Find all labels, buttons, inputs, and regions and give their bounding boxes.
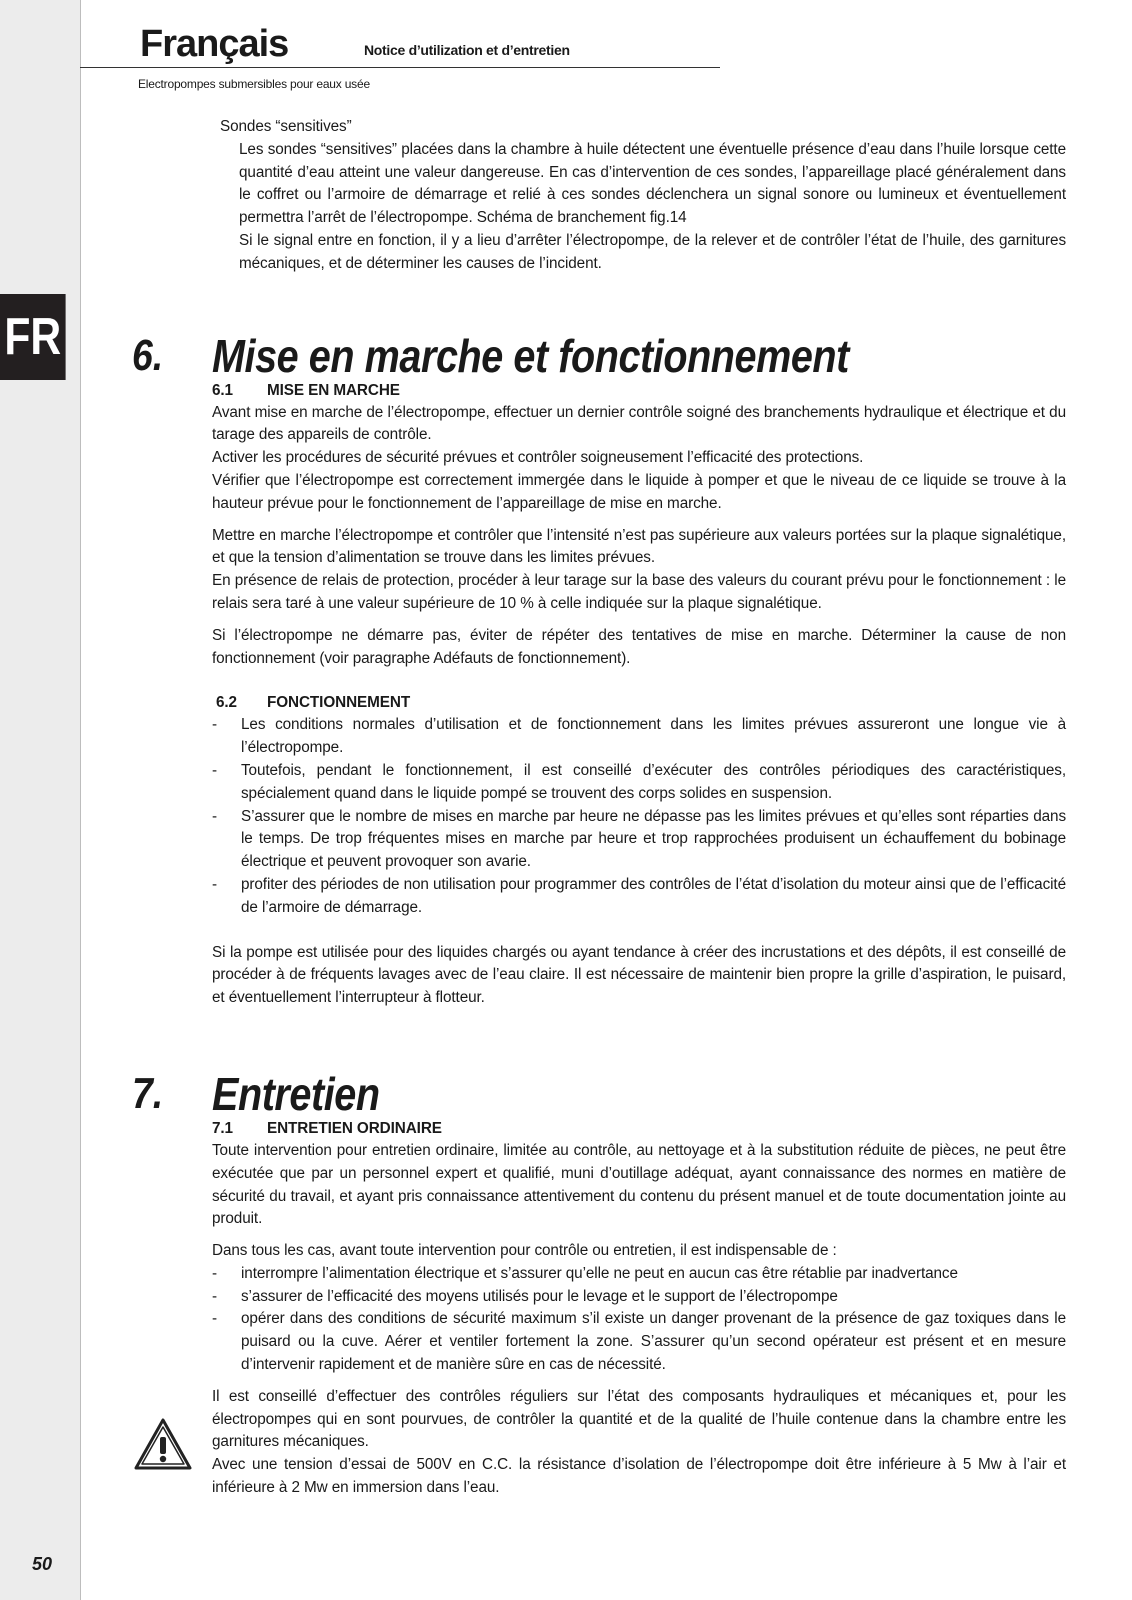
language-tab: FR (0, 294, 66, 380)
warning-triangle-icon (134, 1418, 192, 1470)
sondes-paragraph-1: Les sondes “sensitives” placées dans la chambre à huile détectent une éventuelle présence d’eau dans l’huile lorsque cette quantité d’eau atteint une valeur dangereuse. En cas d’intervention de ces sondes, l’appareillage placé généralement dans le coffret ou l’armoire de démarrage et relié à ces sondes déclenchera un signal sonore ou lumineux et éventuellement permettra l’arrêt de l’électropompe. Schéma de branchement fig.14 (239, 140, 1066, 227)
section-7-title: Entretien (212, 1067, 380, 1120)
subsection-6-2-heading (216, 692, 1066, 714)
list-item: - s’assurer de l’efficacité des moyens utilisés pour le levage et le support de l’électropompe (212, 1287, 838, 1305)
s61-paragraph-4: Mettre en marche l’électropompe et contrôler que l’intensité n’est pas supérieure aux valeurs portées sur la plaque signalétique, et que la tension d’alimentation se trouve dans les limites prévues. (212, 526, 1066, 567)
subsection-6-2-title: FONCTIONNEMENT (267, 694, 411, 712)
sondes-title: Sondes “sensitives” (220, 118, 352, 135)
list-item: - Toutefois, pendant le fonctionnement, il est conseillé d’exécuter des contrôles périodiques des caractéristiques, spécialement quand dans le liquide pompé se trouvent des corps solides en suspension. (212, 761, 1066, 802)
section-6-number: 6. (132, 330, 164, 380)
page-content (132, 116, 1066, 1500)
header-rule (80, 67, 720, 68)
s61-paragraph-5: En présence de relais de protection, procéder à leur tarage sur la base des valeurs du courant prévu pour le fonctionnement : le relais sera taré à une valeur supérieure de 10 % à celle indiquée sur la plaque signalétique. (212, 572, 1066, 612)
list-item: - Les conditions normales d’utilisation et de fonctionnement dans les limites prévues assureront une longue vie à l’électropompe. (212, 716, 1066, 757)
s61-paragraph-2: Activer les procédures de sécurité prévues et contrôler soigneusement l’efficacité des protections. (212, 449, 864, 467)
list-item: - profiter des périodes de non utilisation pour programmer des contrôles de l’état d’isolation du moteur ainsi que de l’efficacité de l’armoire de démarrage. (212, 875, 1066, 916)
s71-paragraph-1: Toute intervention pour entretien ordinaire, limitée au contrôle, au nettoyage et à la substitution réduite de pièces, ne peut être exécutée que par un personnel expert et qualifié, muni d’outillage adéquat, ayant connaissance des normes en matière de sécurité du travail, et ayant pris connaissance attentivement du contenu du présent manuel et de toute documentation jointe au produit. (212, 1141, 1066, 1228)
subsection-6-2-number: 6.2 (216, 694, 237, 712)
s62-list (212, 714, 1066, 919)
s61-paragraph-1: Avant mise en marche de l’électropompe, effectuer un dernier contrôle soigné des branchements hydraulique et électrique et du tarage des appareils de contrôle. (212, 403, 1066, 444)
s71-paragraph-2: Dans tous les cas, avant toute intervention pour contrôle ou entretien, il est indispensable de : (212, 1242, 837, 1260)
page-number: 50 (32, 1554, 53, 1574)
section-6-title: Mise en marche et fonctionnement (212, 329, 849, 382)
header-subtitle: Notice d’utilization et d’entretien (364, 42, 570, 58)
list-item: - S’assurer que le nombre de mises en marche par heure ne dépasse pas les limites prévues et qu’elles sont réparties dans le temps. De trop fréquentes mises en marche par heure et trop rapprochées produisent un échauffement du bobinage électrique et peuvent provoquer son avarie. (212, 807, 1066, 871)
section-7-number: 7. (132, 1068, 164, 1118)
header-title: Français (140, 23, 289, 65)
s71-paragraph-4: Avec une tension d’essai de 500V en C.C. la résistance d’isolation de l’électropompe doit être inférieure à 5 Mw à l’air et inférieure à 2 Mw en immersion dans l’eau. (212, 1456, 1066, 1497)
subsection-7-1-title: ENTRETIEN ORDINAIRE (267, 1119, 442, 1137)
s62-paragraph-after: Si la pompe est utilisée pour des liquides chargés ou ayant tendance à créer des incrustations et des dépôts, il est conseillé de procéder à de fréquents lavages avec de l’eau claire. Il est nécessaire de maintenir bien propre la grille d’aspiration, le puisard, et éventuellement l’interrupteur à flotteur. (212, 943, 1066, 1007)
s61-paragraph-6: Si l’électropompe ne démarre pas, éviter de répéter des tentatives de mise en marche. Déterminer la cause de non fonctionnement (voir paragraphe Adéfauts de fonctionnement). (212, 626, 1066, 667)
subsection-6-1-number: 6.1 (212, 381, 233, 399)
s71-paragraph-3: Il est conseillé d’effectuer des contrôles réguliers sur l’état des composants hydrauliques et mécaniques et, pour les électropompes qui en sont pourvues, de contrôler la quantité et de la qualité de l’huile contenue dans la chambre entre les garnitures mécaniques. (212, 1387, 1066, 1451)
section-7-heading (0, 1067, 1066, 1120)
subsection-7-1-number: 7.1 (212, 1119, 233, 1137)
list-item: - interrompre l’alimentation électrique et s’assurer qu’elle ne peut en aucun cas être rétablie par inadvertance (212, 1264, 958, 1282)
subsection-6-1-heading (212, 380, 1066, 402)
section-6-heading (0, 329, 1066, 382)
s61-paragraph-3: Vérifier que l’électropompe est correctement immergée dans le liquide à pomper et que le niveau de ce liquide se trouve à la hauteur prévue pour le fonctionnement de l’appareillage de mise en marche. (212, 471, 1066, 512)
side-strip (0, 0, 81, 1600)
subsection-6-1-title: MISE EN MARCHE (267, 381, 400, 399)
s71-list (212, 1263, 1066, 1377)
sondes-paragraph-2: Si le signal entre en fonction, il y a lieu d’arrêter l’électropompe, de la relever et de contrôler l’état de l’huile, des garnitures mécaniques, et de déterminer les causes de l’incident. (239, 231, 1066, 272)
list-item: - opérer dans des conditions de sécurité maximum s’il existe un danger provenant de la présence de gaz toxiques dans le puisard ou la cuve. Aérer et ventiler fortement la zone. S’assurer qu’un second opérateur est présent et en mesure d’intervenir rapidement et de manière sûre en cas de nécessité. (212, 1310, 1066, 1374)
header-caption: Electropompes submersibles pour eaux usée (138, 77, 370, 91)
subsection-7-1-heading (212, 1118, 1066, 1140)
